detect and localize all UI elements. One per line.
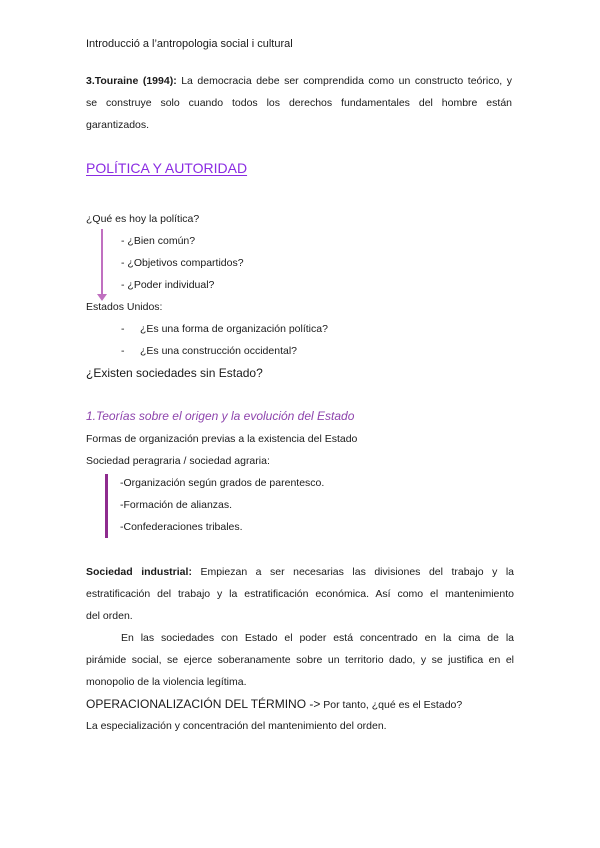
estado-paragraph-line-2: pirámide social, se ejerce soberanamente sobre un territorio dado, y se justifica en el bbox=[86, 654, 514, 666]
sociedad-peragraria-label: Sociedad peragraria / sociedad agraria: bbox=[86, 455, 270, 467]
estado-paragraph-line-1: En las sociedades con Estado el poder está concentrado en la cima de la bbox=[121, 632, 514, 644]
industrial-line-1 bbox=[86, 565, 514, 579]
industrial-line-1-text: Empiezan a ser necesarias las divisiones del trabajo y la bbox=[200, 566, 515, 578]
estados-unidos-dash-1: - bbox=[121, 323, 125, 335]
touraine-line-3: garantizados. bbox=[86, 119, 150, 131]
peragraria-item-1: -Organización según grados de parentesco. bbox=[120, 477, 325, 489]
touraine-line-1-text: La democracia debe ser comprendida como un constructo teórico, y bbox=[181, 75, 512, 87]
politica-option-2: - ¿Objetivos compartidos? bbox=[121, 257, 244, 269]
subsection-title: 1.Teorías sobre el origen y la evolución del Estado bbox=[86, 409, 355, 423]
sin-estado-question: ¿Existen sociedades sin Estado? bbox=[86, 366, 263, 380]
peragraria-item-3: -Confederaciones tribales. bbox=[120, 521, 243, 533]
touraine-line-1 bbox=[86, 74, 512, 88]
industrial-line-2: estratificación del trabajo y la estratificación económica. Así como el mantenimiento bbox=[86, 588, 514, 600]
operacionalizacion-line bbox=[86, 697, 462, 712]
industrial-line-3: del orden. bbox=[86, 610, 133, 622]
estados-unidos-dash-2: - bbox=[121, 345, 125, 357]
list-bracket-bar bbox=[105, 474, 108, 538]
estado-paragraph-line-3: monopolio de la violencia legítima. bbox=[86, 676, 247, 688]
operacionalizacion-question: Por tanto, ¿qué es el Estado? bbox=[320, 699, 463, 711]
page-header: Introducció a l’antropologia social i cultural bbox=[86, 38, 293, 50]
industrial-label: Sociedad industrial: bbox=[86, 566, 192, 578]
touraine-line-2: se construye solo cuando todos los derechos fundamentales del hombre están bbox=[86, 97, 512, 109]
politica-option-1: - ¿Bien común? bbox=[121, 235, 196, 247]
politica-question: ¿Qué es hoy la política? bbox=[86, 213, 200, 225]
peragraria-item-2: -Formación de alianzas. bbox=[120, 499, 233, 511]
estados-unidos-item-2: ¿Es una construcción occidental? bbox=[140, 345, 298, 357]
estados-unidos-label: Estados Unidos: bbox=[86, 301, 163, 313]
operacionalizacion-label: OPERACIONALIZACIÓN DEL TÉRMINO -> bbox=[86, 697, 321, 711]
estados-unidos-item-1: ¿Es una forma de organización política? bbox=[140, 323, 328, 335]
especializacion-line: La especialización y concentración del mantenimiento del orden. bbox=[86, 720, 387, 732]
formas-line: Formas de organización previas a la existencia del Estado bbox=[86, 433, 358, 445]
politica-option-3: - ¿Poder individual? bbox=[121, 279, 215, 291]
arrow-down-line bbox=[101, 229, 103, 297]
section-title: POLÍTICA Y AUTORIDAD bbox=[86, 160, 248, 176]
touraine-label: 3.Touraine (1994): bbox=[86, 75, 177, 87]
